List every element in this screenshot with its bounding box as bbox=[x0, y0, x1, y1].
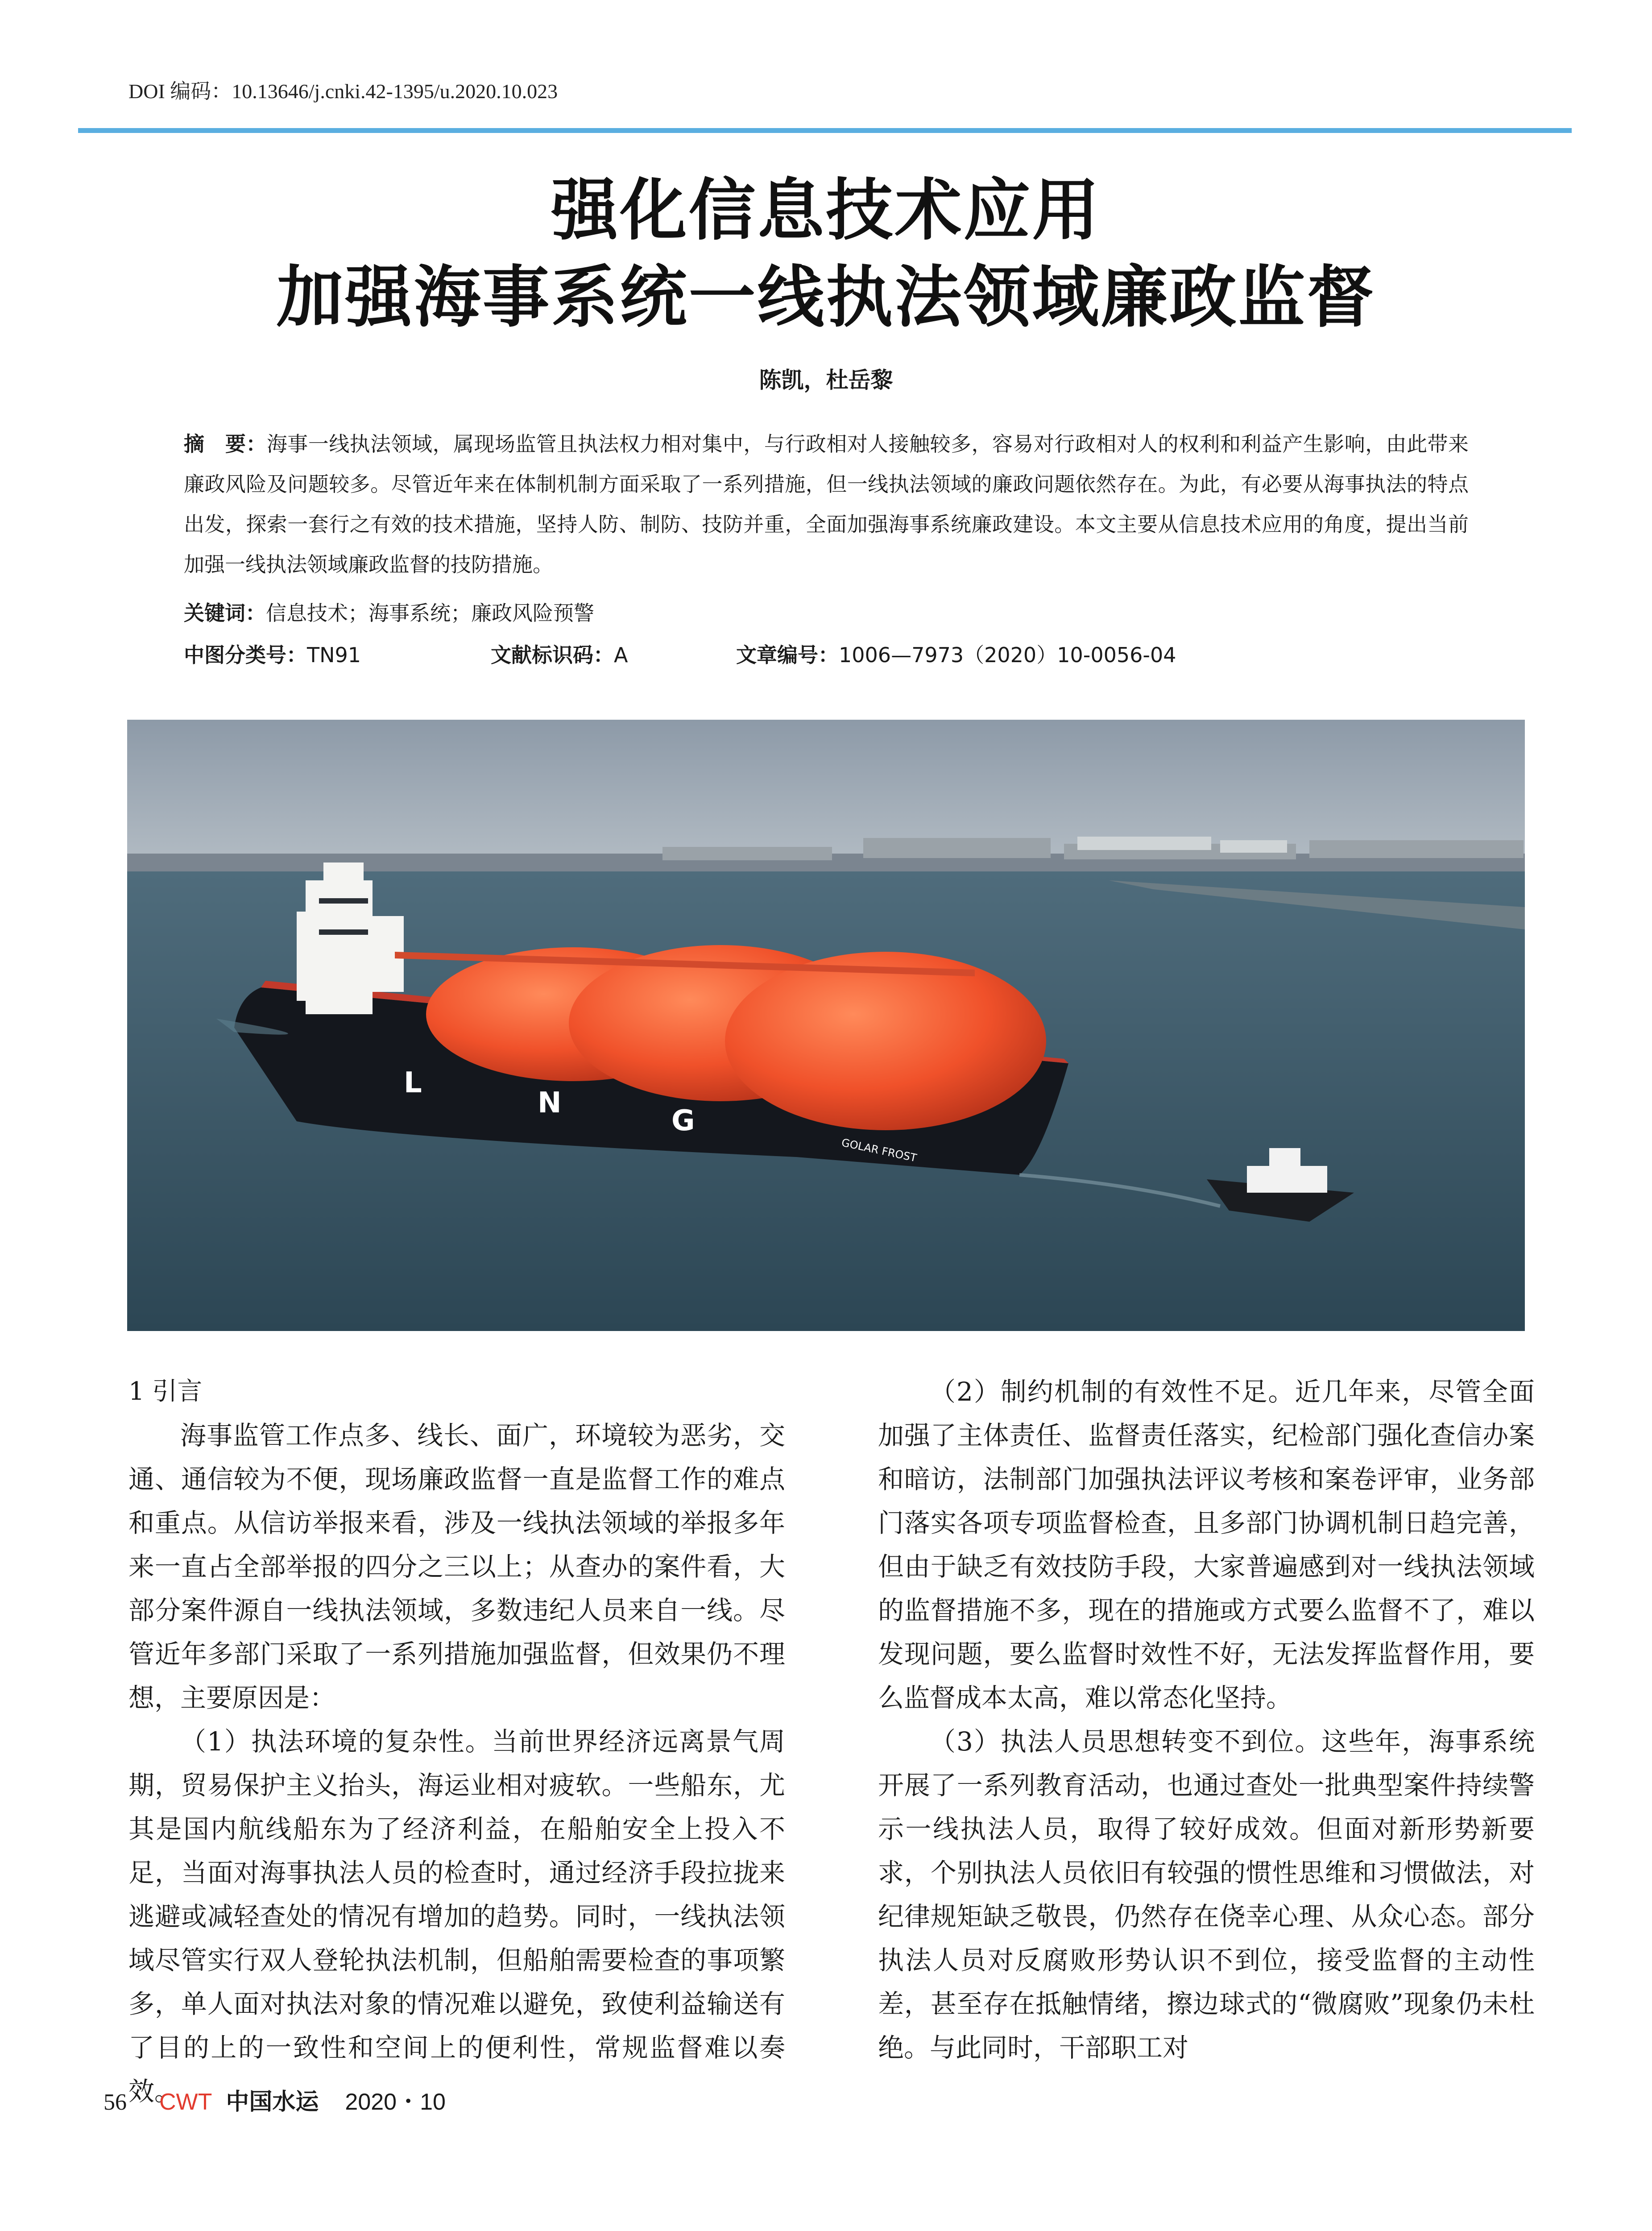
keywords-label: 关键词： bbox=[184, 601, 266, 625]
doc-code bbox=[491, 639, 628, 668]
section-heading: 1 引言 bbox=[128, 1377, 203, 1406]
title-line-2: 加强海事系统一线执法领域廉政监督 bbox=[276, 258, 1376, 336]
issue-number: 2020・10 bbox=[345, 2089, 446, 2115]
hull-letter-l: L bbox=[404, 1066, 422, 1099]
hull-letter-n: N bbox=[538, 1086, 562, 1120]
abstract bbox=[184, 424, 1469, 585]
page-footer bbox=[104, 2083, 446, 2116]
cwt-logo-text: CWT bbox=[159, 2089, 212, 2115]
body-column-left bbox=[128, 1370, 785, 2113]
title-line-1: 强化信息技术应用 bbox=[551, 171, 1101, 249]
body-paragraph: （3）执法人员思想转变不到位。这些年，海事系统开展了一系列教育活动，也通过查处一批典型案件持续警示一线执法人员，取得了较好成效。但面对新形势新要求，个别执法人员依旧有较强的惯性思维和习惯做法，对纪律规矩缺乏敬畏，仍然存在侥幸心理、从众心态。部分执法人员对反腐败形势认识不到位，接受监督的主动性差，甚至存在抵触情绪，擦边球式的“微腐败”现象仍未杜绝。与此同时，干部职工对 bbox=[878, 1726, 1535, 2063]
clc-value: TN91 bbox=[307, 643, 361, 667]
article-label: 文章编号： bbox=[736, 643, 839, 667]
lng-ship-photo bbox=[127, 720, 1525, 1331]
authors: 陈凯，杜岳黎 bbox=[759, 367, 893, 393]
body-paragraph: （1）执法环境的复杂性。当前世界经济远离景气周期，贸易保护主义抬头，海运业相对疲软。一些船东，尤其是国内航线船东为了经济利益，在船舶安全上投入不足，当面对海事执法人员的检查时，通过经济手段拉拢来逃避或减轻查处的情况有增加的趋势。同时，一线执法领域尽管实行双人登轮执法机制，但船舶需要检查的事项繁多，单人面对执法对象的情况难以避免，致使利益输送有了目的上的一致性和空间上的便利性，常规监督难以奏效。 bbox=[128, 1726, 785, 2107]
doi-line: DOI 编码：10.13646/j.cnki.42-1395/u.2020.10.023 bbox=[128, 80, 558, 103]
hull-letter-g: G bbox=[671, 1104, 695, 1137]
abstract-label: 摘 要： bbox=[184, 432, 267, 456]
article-value: 1006—7973（2020）10-0056-04 bbox=[839, 643, 1176, 667]
doc-label: 文献标识码： bbox=[491, 643, 614, 667]
body-paragraph: （2）制约机制的有效性不足。近几年来，尽管全面加强了主体责任、监督责任落实，纪检部门强化查信办案和暗访，法制部门加强执法评议考核和案卷评审，业务部门落实各项专项监督检查，且多部门协调机制日趋完善，但由于缺乏有效技防手段，大家普遍感到对一线执法领域的监督措施不多，现在的措施或方式要么监督不了，难以发现问题，要么监督时效性不好，无法发挥监督作用，要么监督成本太高，难以常态化坚持。 bbox=[878, 1377, 1535, 1713]
magazine-name: 中国水运 bbox=[226, 2088, 319, 2115]
body-column-right bbox=[878, 1370, 1535, 2069]
header-rule bbox=[78, 128, 1572, 133]
clc-label: 中图分类号： bbox=[184, 643, 307, 667]
article-number bbox=[736, 639, 1176, 668]
body-paragraph: 海事监管工作点多、线长、面广，环境较为恶劣，交通、通信较为不便，现场廉政监督一直是监督工作的难点和重点。从信访举报来看，涉及一线执法领域的举报多年来一直占全部举报的四分之三以上；从查办的案件看，大部分案件源自一线执法领域，多数违纪人员来自一线。尽管近年多部门采取了一系列措施加强监督，但效果仍不理想，主要原因是： bbox=[128, 1420, 785, 1713]
doc-value: A bbox=[614, 643, 628, 667]
keywords-text: 信息技术；海事系统；廉政风险预警 bbox=[266, 601, 594, 625]
ship-name-text: GOLAR FROST bbox=[840, 1136, 918, 1165]
page-number: 56 bbox=[104, 2090, 127, 2115]
abstract-text: 海事一线执法领域，属现场监管且执法权力相对集中，与行政相对人接触较多，容易对行政相对人的权利和利益产生影响，由此带来廉政风险及问题较多。尽管近年来在体制机制方面采取了一系列措施，但一线执法领域的廉政问题依然存在。为此，有必要从海事执法的特点出发，探索一套行之有效的技术措施，坚持人防、制防、技防并重，全面加强海事系统廉政建设。本文主要从信息技术应用的角度，提出当前加强一线执法领域廉政监督的技防措施。 bbox=[184, 432, 1469, 576]
keywords bbox=[184, 597, 594, 626]
clc-code bbox=[184, 639, 361, 668]
